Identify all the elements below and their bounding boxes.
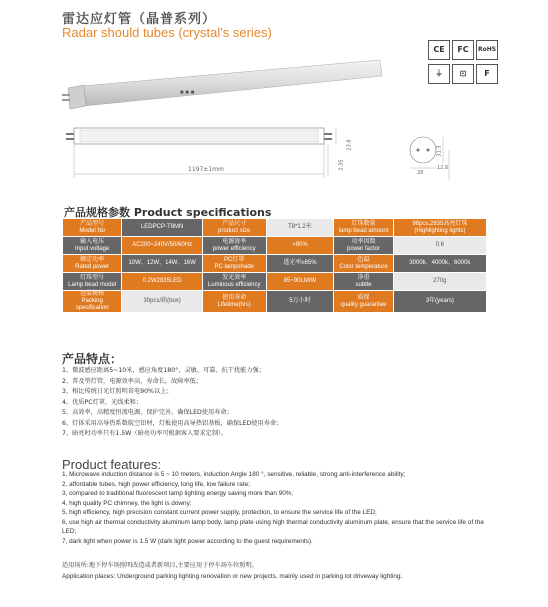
spec-value-rated-power: 10W、12W、14W、16W [122,255,203,273]
list-item: 6、灯体采用高导热系数航空铝材，灯板使用高导热铝基板，确保LED使用寿命； [62,419,283,427]
spec-label-efficiency: 电源效率 power efficiency [202,237,266,255]
spec-label-model: 产品型号 Model No [63,219,122,237]
spec-label-size: 产品尺寸 product size [202,219,266,237]
table-row [63,273,487,291]
features-title-chinese: 产品特点： [62,352,123,366]
list-item: 4、优质PC灯罩，光线柔和； [62,398,143,406]
list-item: 7、暗亮时功率只有1.5W（暗亮功率可根据客人要求定制）。 [62,430,228,437]
spec-label-bead-model: 灯珠型号 Lamp bead model [63,273,122,291]
spec-value-power-factor: 0.6 [393,237,486,255]
spec-value-bead-model: 0.2W2835LED [122,273,203,291]
application-chinese: 适用场所:地下停车场照明改造或者新项目,主要应用于停车场车位照明。 [62,562,258,569]
spec-value-warranty: 3年(years) [393,291,486,313]
end-width-label: 28 [417,170,424,176]
list-item: 3, compared to traditional fluorescent lamp lighting energy saving more than 90%; [62,490,294,497]
spec-label-bead-amount: 灯珠数量 lamp bead amount [334,219,393,237]
spec-label-voltage: 输入电压 Input voltage [63,237,122,255]
features-list-english [62,470,492,546]
list-item: 5, high efficiency, high precision constant current power supply, protection, to ensure the service life of the LED; [62,509,377,516]
spec-value-color-temp: 3000k、4000k、6000k [393,255,486,273]
list-item: 1, Microwave induction distance is 5 ~ 10 meters, induction Angle 180 °, sensitive, reliable, strong anti-interference ability; [62,471,406,478]
list-item: 2, affordable tubes, high power efficiency, long life, low failure rate; [62,480,250,488]
list-item: 5、高效率，高精度恒流电源，保护完善，确保LED使用寿命； [62,409,233,416]
features-list-chinese [62,366,502,440]
title-chinese: 雷达应灯管（晶普系列） [62,12,217,27]
application-english: Application places: Underground parking lighting renovation or new projects, mainly used in parking lot driveway lighting. [62,573,403,580]
tube-length-label: 1197±1mm [188,166,224,173]
spec-value-packing: 30pcs/箱(box) [122,291,203,313]
list-item: 2、普及型灯管，电源效率高，寿命长，故障率低； [62,377,203,385]
tube-end-view-drawing [405,130,455,190]
end-height2-label: 12.6 [437,165,449,171]
features-title-english: Product features: [62,457,161,472]
list-item: 1、微波感应距离5~10米，感应角度180°，灵敏、可靠、抗干扰能力强； [62,367,265,374]
spec-label-lampshade: PC灯罩 PC lampshade [202,255,266,273]
title-english: Radar should tubes (crystal's series) [62,25,272,40]
spec-value-bead-amount: 96pcs,2835高亮灯珠 (Highlighting lights) [393,219,486,237]
spec-label-color-temp: 色温 Color temperature [334,255,393,273]
tube-product-photo [60,58,385,113]
table-row [63,219,487,237]
spec-value-voltage: AC200~240V/50/60Hz [122,237,203,255]
tube-height-label: 23.8 [346,139,353,151]
spec-table [62,218,487,313]
ce-mark-icon: CE [428,40,450,60]
table-row [63,291,487,313]
spec-label-lifetime: 使用寿命 Lifetime(hrs) [202,291,266,313]
spec-title: 产品规格参数 Product specifications [64,206,272,219]
spec-value-lifetime: 5万小时 [266,291,334,313]
table-row [63,237,487,255]
table-row [63,255,487,273]
ground-symbol-icon: ⏚ [428,64,450,84]
spec-value-model: LEDPCP-T8MN [122,219,203,237]
spec-label-rated-power: 额定功率 Rated power [63,255,122,273]
list-item: 4, high quality PC chimney, the light is downy; [62,499,192,507]
list-item: 6, use high air thermal conductivity aluminum lamp body, lamp plate using high thermal conductivity aluminum plate, ensure that the service life of the LED; [62,518,484,535]
spec-value-size: T8*1.2米 [266,219,334,237]
list-item: 3、相比传统日光灯照明省电90%以上； [62,388,173,395]
spec-value-weight: 270g [393,273,486,291]
spec-label-warranty: 质保 quality guarantee [334,291,393,313]
svg-text:■ ■ ■: ■ ■ ■ [180,90,195,96]
spec-value-lampshade: 透光率≥85% [266,255,334,273]
f-mark-icon: F [476,64,498,84]
double-insulation-icon: ⊡ [452,64,474,84]
fcc-mark-icon: FC [452,40,474,60]
list-item: 7, dark light when power is 1.5 W (dark light power according to the guest requirements). [62,537,313,545]
tube-dimension-drawing [62,118,342,188]
rohs-mark-icon: RoHS [476,40,498,60]
spec-label-power-factor: 功率因数 power factor [334,237,393,255]
pin-offset-label: 2.35 [338,159,345,171]
end-height-label: 31.3 [436,145,443,157]
spec-label-packing: 包装规格 Packing specification [63,291,122,313]
spec-label-luminous: 发光效率 Luminous efficiency [202,273,266,291]
spec-value-efficiency: >90% [266,237,334,255]
spec-label-weight: 净重 subtle [334,273,393,291]
spec-value-luminous: 85~90LM/W [266,273,334,291]
